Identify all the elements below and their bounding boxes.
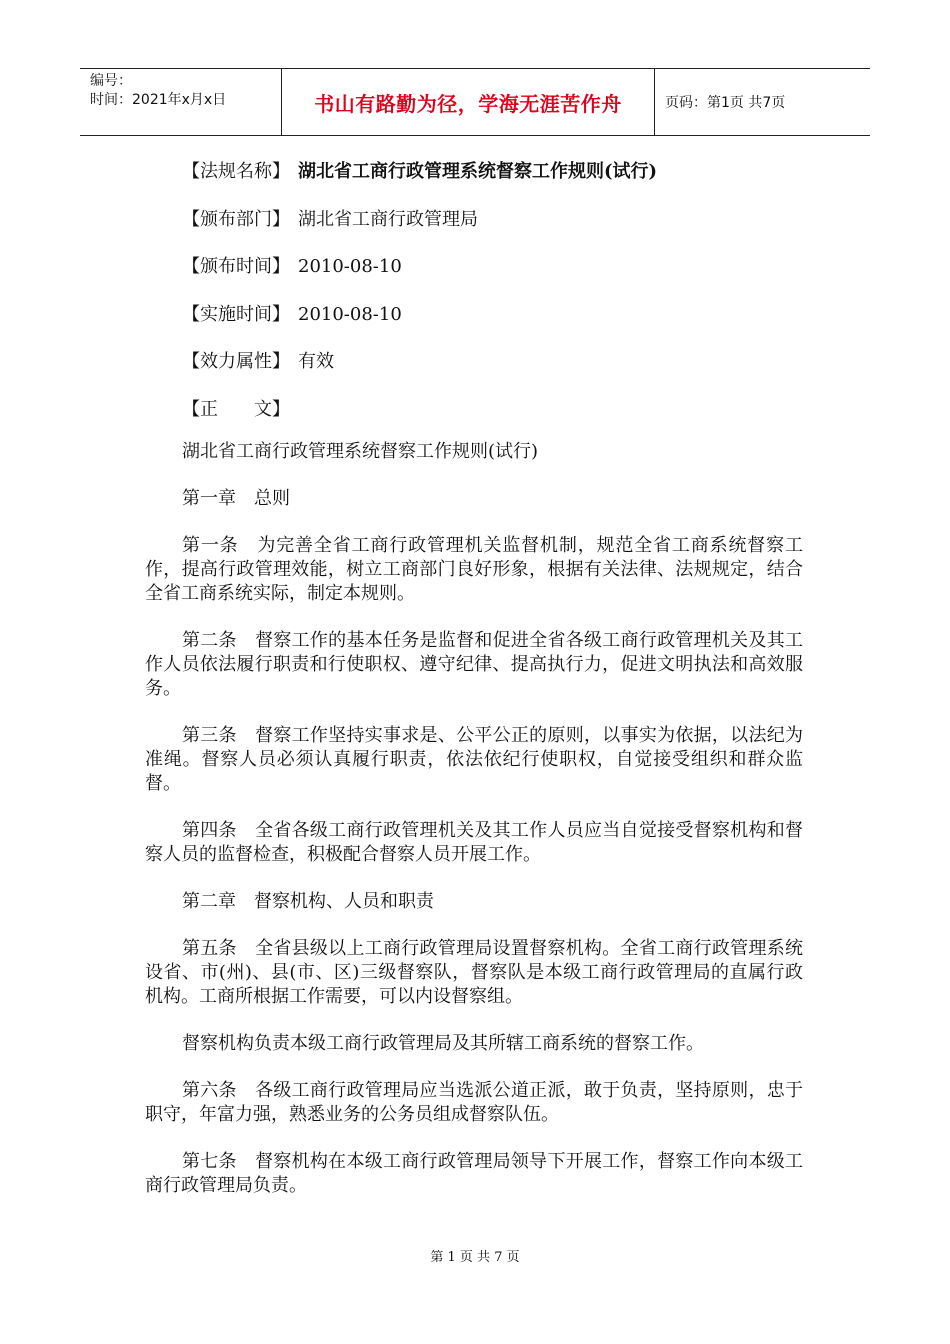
- meta-row-department: [182, 206, 657, 254]
- document-header: [80, 68, 870, 136]
- header-page-info: 页码：第1页 共7页: [665, 95, 786, 111]
- meta-label: 【效力属性】: [182, 351, 290, 372]
- document-body: [145, 440, 803, 1221]
- body-title: 湖北省工商行政管理系统督察工作规则(试行): [182, 441, 539, 462]
- article-paragraph: 第五条 全省县级以上工商行政管理局设置督察机构。全省工商行政管理系统设省、市(州)、县(市、区)三级督察队，督察队是本级工商行政管理局的直属行政机构。工商所根据工作需要，可以内设督察组。: [145, 938, 803, 1007]
- meta-label: 【实施时间】: [182, 303, 290, 325]
- meta-label: 【颁布时间】: [182, 256, 290, 277]
- meta-label: 【正 文】: [182, 398, 290, 420]
- meta-label: 【颁布部门】: [182, 208, 290, 230]
- article-paragraph: 第二条 督察工作的基本任务是监督和促进全省各级工商行政管理机关及其工作人员依法履行职责和行使职权、遵守纪律、提高执行力，促进文明执法和高效服务。: [145, 630, 803, 699]
- meta-value: 湖北省工商行政管理局: [298, 208, 478, 230]
- regulation-title: 湖北省工商行政管理系统督察工作规则(试行): [298, 161, 658, 182]
- header-motto: 书山有路勤为径，学海无涯苦作舟: [282, 69, 655, 135]
- article-paragraph: 督察机构负责本级工商行政管理局及其所辖工商系统的督察工作。: [182, 1033, 704, 1054]
- meta-row-issue-date: [182, 253, 657, 301]
- meta-row-effective-date: [182, 301, 657, 349]
- meta-value: 2010-08-10: [298, 256, 402, 277]
- meta-row-body-heading: [182, 396, 657, 444]
- page-footer: 第 1 页 共 7 页: [430, 1250, 520, 1265]
- meta-row-validity: [182, 348, 657, 396]
- header-meta-cell: [80, 69, 282, 135]
- article-paragraph: 第六条 各级工商行政管理局应当选派公道正派，敢于负责，坚持原则，忠于职守，年富力强，熟悉业务的公务员组成督察队伍。: [145, 1080, 803, 1125]
- header-time-label: 时间：2021年x月x日: [90, 92, 227, 108]
- header-number-label: 编号：: [90, 73, 132, 89]
- meta-label: 【法规名称】: [182, 161, 290, 182]
- meta-row-name: [182, 158, 657, 206]
- chapter-heading: 第一章 总则: [182, 488, 290, 509]
- regulation-meta: [182, 158, 657, 443]
- meta-value: 有效: [298, 351, 334, 372]
- article-paragraph: 第一条 为完善全省工商行政管理机关监督机制，规范全省工商系统督察工作，提高行政管理效能，树立工商部门良好形象，根据有关法律、法规规定，结合全省工商系统实际，制定本规则。: [145, 535, 803, 604]
- chapter-heading: 第二章 督察机构、人员和职责: [182, 891, 434, 912]
- article-paragraph: 第三条 督察工作坚持实事求是、公平公正的原则，以事实为依据，以法纪为准绳。督察人员必须认真履行职责，依法依纪行使职权，自觉接受组织和群众监督。: [145, 725, 803, 794]
- article-paragraph: 第七条 督察机构在本级工商行政管理局领导下开展工作，督察工作向本级工商行政管理局负责。: [145, 1151, 803, 1196]
- meta-value: 2010-08-10: [298, 303, 402, 325]
- article-paragraph: 第四条 全省各级工商行政管理机关及其工作人员应当自觉接受督察机构和督察人员的监督检查，积极配合督察人员开展工作。: [145, 820, 803, 865]
